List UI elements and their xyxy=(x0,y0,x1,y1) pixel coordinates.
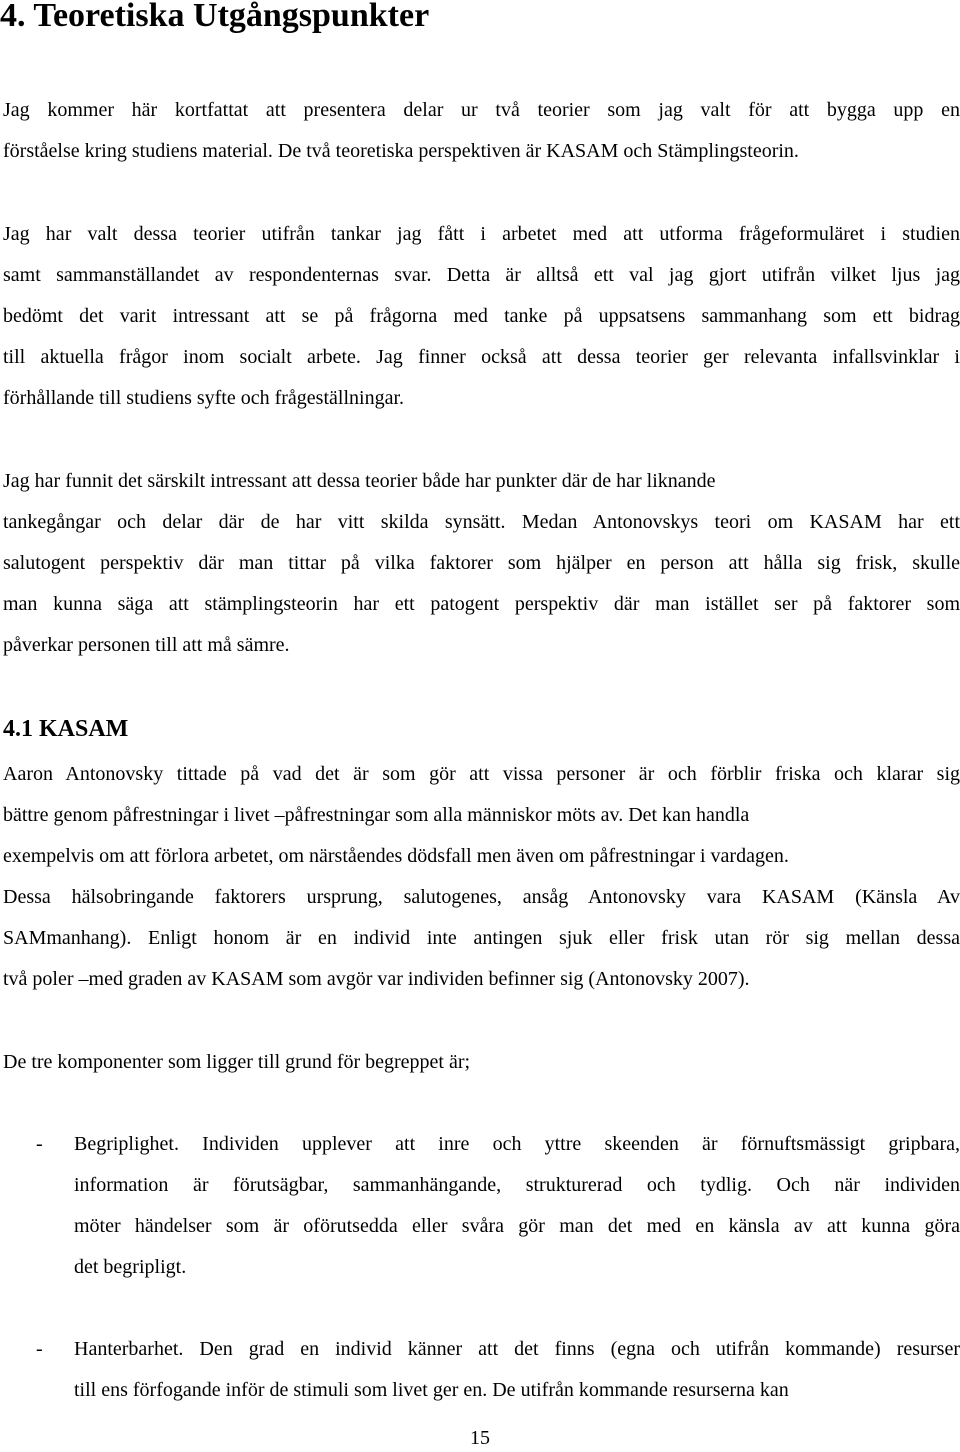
paragraph-choice xyxy=(3,214,960,419)
text-line: Jag har valt dessa teorier utifrån tankar jag fått i arbetet med att utforma frågeformuläret i studien xyxy=(3,223,960,245)
list-marker: - xyxy=(36,1133,43,1155)
text-line: De tre komponenter som ligger till grund för begreppet är; xyxy=(3,1051,471,1073)
text-line: Aaron Antonovsky tittade på vad det är som gör att vissa personer är och förblir friska och klarar sig xyxy=(3,763,960,785)
page-number: 15 xyxy=(470,1427,490,1449)
text-line: Jag har funnit det särskilt intressant att dessa teorier både har punkter där de har liknande xyxy=(3,470,716,492)
text-line: två poler –med graden av KASAM som avgör var individen befinner sig (Antonovsky 2007). xyxy=(3,968,750,990)
paragraph-kasam xyxy=(3,754,960,1000)
text-line: Begriplighet. Individen upplever att inre och yttre skeenden är förnuftsmässigt gripbara, xyxy=(74,1133,960,1155)
text-line: information är förutsägbar, sammanhängande, strukturerad och tydlig. Och när individen xyxy=(74,1174,960,1196)
text-line: salutogent perspektiv där man tittar på vilka faktorer som hjälper en person att hålla sig frisk, skulle xyxy=(3,552,960,574)
paragraph-components-intro xyxy=(3,1042,960,1083)
text-line: tankegångar och delar där de har vitt skilda synsätt. Medan Antonovskys teori om KASAM har ett xyxy=(3,511,960,533)
text-line: samt sammanställandet av respondenternas svar. Detta är alltså ett val jag gjort utifrån vilket ljus jag xyxy=(3,264,960,286)
text-line: möter händelser som är oförutsedda eller svåra gör man det med en känsla av att kunna göra xyxy=(74,1215,960,1237)
list-item-body xyxy=(74,1329,960,1411)
paragraph-intro xyxy=(3,90,960,172)
text-line: bedömt det varit intressant att se på frågorna med tanke på uppsatsens sammanhang som ett bidrag xyxy=(3,305,960,327)
text-line: förståelse kring studiens material. De två teoretiska perspektiven är KASAM och Stämplingsteorin. xyxy=(3,140,799,162)
text-line: till ens förfogande inför de stimuli som livet ger en. De utifrån kommande resurserna kan xyxy=(74,1379,789,1401)
text-line: Hanterbarhet. Den grad en individ känner att det finns (egna och utifrån kommande) resurser xyxy=(74,1338,960,1360)
text-line: Dessa hälsobringande faktorers ursprung, salutogenes, ansåg Antonovsky vara KASAM (Känsla Av xyxy=(3,886,960,908)
text-line: Jag kommer här kortfattat att presentera delar ur två teorier som jag valt för att bygga upp en xyxy=(3,99,960,121)
text-line: till aktuella frågor inom socialt arbete. Jag finner också att dessa teorier ger relevanta infallsvinklar i xyxy=(3,346,960,368)
text-line: bättre genom påfrestningar i livet –påfrestningar som alla människor möts av. Det kan handla xyxy=(3,804,750,826)
list-marker: - xyxy=(36,1338,43,1360)
chapter-heading: 4. Teoretiska Utgångspunkter xyxy=(0,0,430,34)
text-line: man kunna säga att stämplingsteorin har ett patogent perspektiv där man istället ser på faktorer som xyxy=(3,593,960,615)
text-line: det begripligt. xyxy=(74,1256,187,1278)
text-line: påverkar personen till att må sämre. xyxy=(3,634,290,656)
list-item-body xyxy=(74,1124,960,1288)
text-line: SAMmanhang). Enligt honom är en individ inte antingen sjuk eller frisk utan rör sig mellan dessa xyxy=(3,927,960,949)
text-line: förhållande till studiens syfte och frågeställningar. xyxy=(3,387,404,409)
paragraph-comparison xyxy=(3,461,960,666)
text-line: exempelvis om att förlora arbetet, om närståendes dödsfall men även om påfrestningar i vardagen. xyxy=(3,845,789,867)
section-heading: 4.1 KASAM xyxy=(3,716,129,742)
